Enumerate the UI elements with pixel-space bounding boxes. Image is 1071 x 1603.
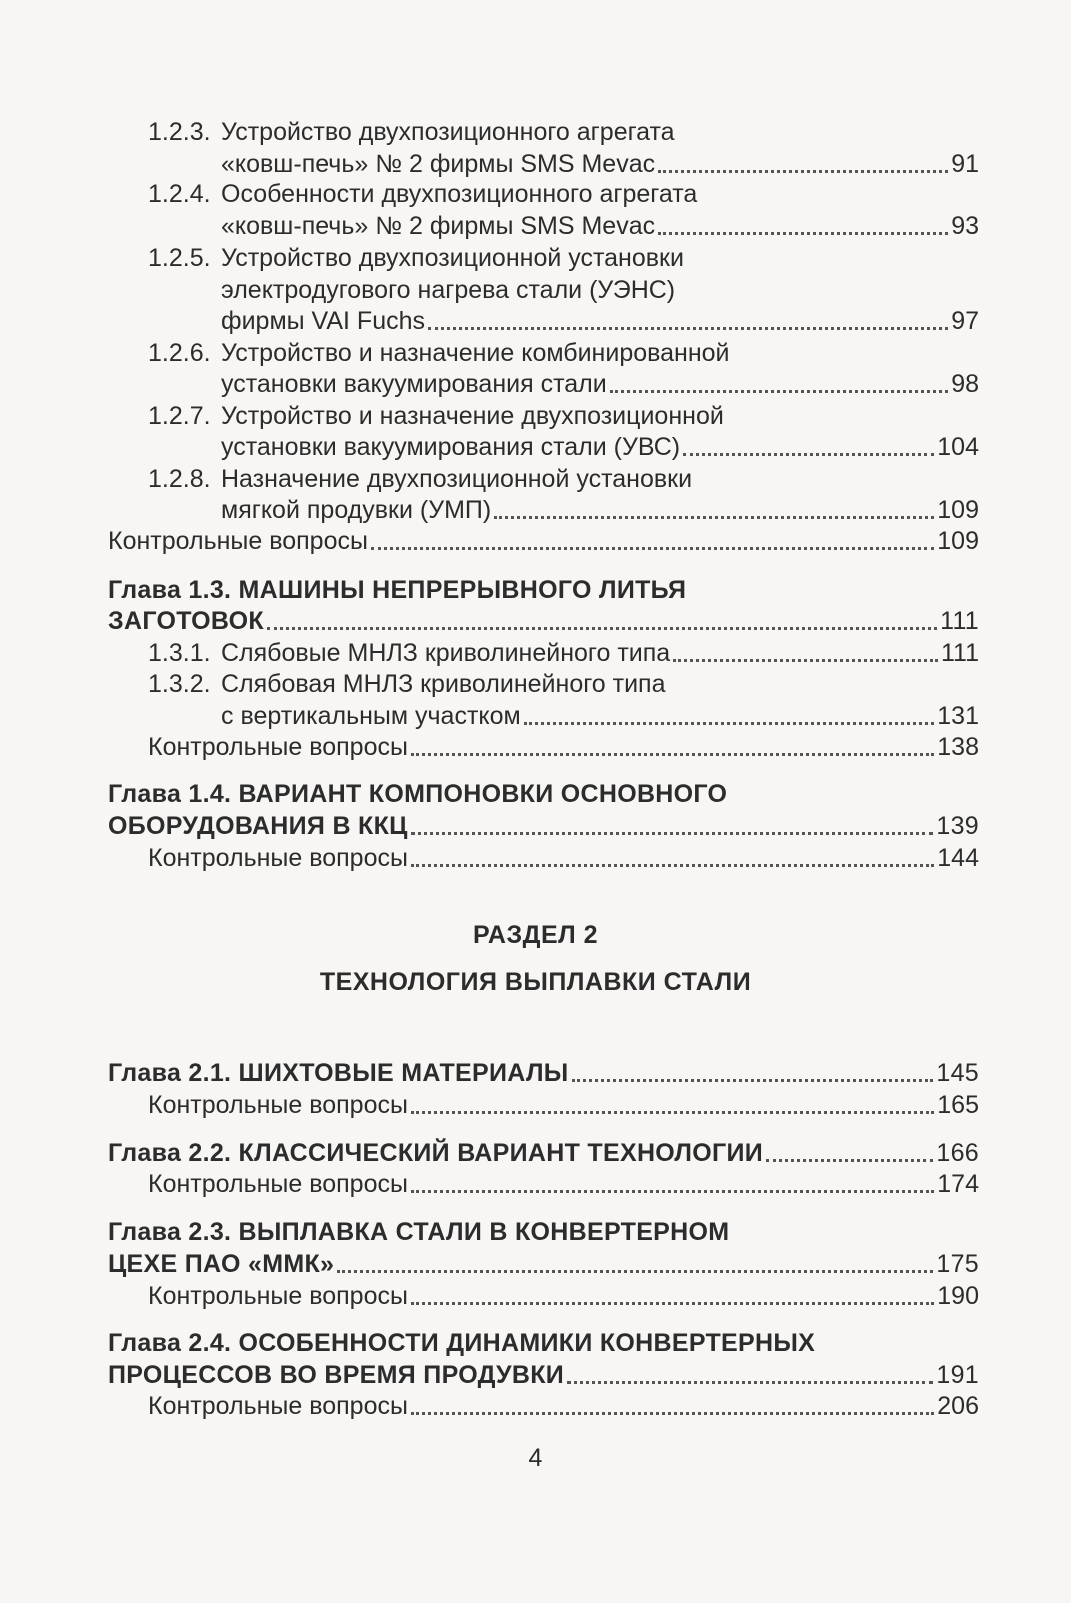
toc-entry-title: Контрольные вопросы [148,1091,408,1119]
toc-entry-title: Назначение двухпозиционной установки [221,465,693,493]
toc-page-number: 190 [937,1282,979,1310]
toc-entry-line[interactable] [148,637,979,669]
toc-entry-line [148,337,730,369]
leader-dots [610,386,948,393]
section-title: РАЗДЕЛ 2 [472,921,599,949]
leader-dots [411,1298,934,1305]
leader-dots [428,323,948,330]
toc-entry-review-questions[interactable] [148,842,979,874]
toc-page-number: 166 [936,1139,979,1167]
toc-entry-line [148,668,666,700]
toc-page-number: 97 [951,307,979,335]
toc-chapter-heading[interactable] [108,1137,979,1169]
toc-chapter-title: ОБОРУДОВАНИЯ В ККЦ [108,812,408,840]
toc-page-number: 109 [937,496,979,524]
toc-page-number: 109 [937,527,979,555]
toc-chapter-title: Глава 2.2. КЛАССИЧЕСКИЙ ВАРИАНТ ТЕХНОЛОГИИ [108,1139,764,1167]
toc-chapter-title: ЗАГОТОВОК [108,607,264,635]
toc-entry-number: 1.2.4. [148,180,211,208]
toc-entry-number: 1.3.2. [148,670,211,698]
toc-entry-title: с вертикальным участком [221,702,521,730]
leader-dots [411,860,934,867]
toc-entry-title: Устройство двухпозиционной установки [221,244,684,272]
toc-chapter-heading[interactable] [108,1359,979,1391]
leader-dots [658,166,948,173]
toc-entry-title: фирмы VAI Fuchs [221,307,426,335]
toc-entry-review-questions[interactable] [148,1089,979,1121]
toc-page-number: 191 [936,1361,979,1389]
toc-page-number: 175 [936,1250,979,1278]
toc-chapter-title: Глава 1.3. МАШИНЫ НЕПРЕРЫВНОГО ЛИТЬЯ [108,576,687,604]
toc-page-number: 93 [951,212,979,240]
toc-page-number: 131 [937,702,979,730]
toc-chapter-title: ЦЕХЕ ПАО «ММК» [108,1250,335,1278]
toc-page-number: 111 [940,639,979,667]
section-subtitle: ТЕХНОЛОГИЯ ВЫПЛАВКИ СТАЛИ [319,968,752,996]
leader-dots [337,1266,933,1273]
leader-dots [411,1186,934,1193]
toc-entry-title: Слябовая МНЛЗ криволинейного типа [221,670,666,698]
toc-chapter-title: ПРОЦЕССОВ ВО ВРЕМЯ ПРОДУВКИ [108,1361,565,1389]
toc-entry-line[interactable] [221,305,979,337]
toc-entry-title: установки вакуумирования стали [221,370,607,398]
leader-dots [411,749,934,756]
toc-page-number: 174 [937,1170,979,1198]
leader-dots [572,1075,934,1082]
toc-entry-title: Устройство и назначение комбинированной [221,339,730,367]
toc-entry-title: Контрольные вопросы [148,733,408,761]
toc-entry-title: 1.3.1. Слябовые МНЛЗ криволинейного типа [148,639,671,667]
toc-page-number: 104 [937,433,979,461]
toc-chapter-heading [108,778,727,810]
toc-entry-title: электродугового нагрева стали (УЭНС) [221,276,676,304]
toc-entry-number: 1.2.6. [148,339,211,367]
toc-entry-title: «ковш-печь» № 2 фирмы SMS Mevac [221,150,656,178]
toc-entry-line[interactable] [221,494,979,526]
toc-entry-review-questions[interactable] [148,1280,979,1312]
toc-page-number: 91 [951,150,979,178]
toc-page-number: 145 [936,1059,979,1087]
toc-entry-number: 1.2.5. [148,244,211,272]
toc-entry-line [148,400,724,432]
toc-entry-title: Особенности двухпозиционного агрегата [221,180,698,208]
toc-entry-title: Контрольные вопросы [148,1392,408,1420]
toc-entry-review-questions[interactable] [148,1168,979,1200]
toc-page-number: 139 [936,812,979,840]
leader-dots [673,655,938,662]
toc-chapter-title: Глава 2.4. ОСОБЕННОСТИ ДИНАМИКИ КОНВЕРТЕРНЫХ [108,1329,816,1357]
toc-entry-line [148,116,675,148]
page-number: 4 [528,1444,543,1472]
toc-entry-number: 1.2.8. [148,465,211,493]
toc-entry-line[interactable] [221,368,979,400]
toc-entry-review-questions[interactable] [148,1390,979,1422]
toc-chapter-title: Глава 1.4. ВАРИАНТ КОМПОНОВКИ ОСНОВНОГО [108,780,728,808]
toc-chapter-title: Глава 2.3. ВЫПЛАВКА СТАЛИ В КОНВЕРТЕРНОМ [108,1218,730,1246]
toc-entry-title: установки вакуумирования стали (УВС) [221,433,681,461]
toc-entry-line [148,242,684,274]
leader-dots [658,228,948,235]
leader-dots [411,1107,934,1114]
toc-page-number: 111 [940,607,979,635]
toc-chapter-title: Глава 2.1. ШИХТОВЫЕ МАТЕРИАЛЫ [108,1059,569,1087]
leader-dots [524,718,935,725]
toc-chapter-heading [108,1216,729,1248]
toc-page-number: 165 [937,1091,979,1119]
toc-chapter-heading [108,1327,815,1359]
toc-entry-line[interactable] [221,700,979,732]
toc-entry-title: Контрольные вопросы [108,527,368,555]
toc-entry-title: Контрольные вопросы [148,1282,408,1310]
leader-dots [494,512,934,519]
leader-dots [567,1377,933,1384]
toc-chapter-heading[interactable] [108,1057,979,1089]
toc-entry-title: Устройство и назначение двухпозиционной [221,402,724,430]
toc-entry-number: 1.2.3. [148,118,211,146]
toc-chapter-heading[interactable] [108,810,979,842]
toc-entry-line [148,463,692,495]
toc-entry-title: Контрольные вопросы [148,844,408,872]
leader-dots [766,1155,933,1162]
leader-dots [411,1408,934,1415]
leader-dots [683,449,934,456]
toc-page-number: 138 [937,733,979,761]
toc-entry-number: 1.2.7. [148,402,211,430]
toc-entry-line[interactable] [221,431,979,463]
leader-dots [267,623,937,630]
toc-entry-review-questions[interactable] [108,525,979,557]
toc-page-number: 98 [951,370,979,398]
toc-entry-review-questions[interactable] [148,731,979,763]
toc-page-number: 206 [937,1392,979,1420]
toc-page-number: 144 [937,844,979,872]
toc-entry-number: 1.3.1. [148,639,211,667]
toc-entry-line [221,274,675,306]
toc-entry-line[interactable] [221,148,979,180]
leader-dots [371,543,934,550]
toc-entry-line[interactable] [221,210,979,242]
toc-entry-title: «ковш-печь» № 2 фирмы SMS Mevac [221,212,656,240]
toc-entry-title: мягкой продувки (УМП) [221,496,492,524]
toc-chapter-heading[interactable] [108,1248,979,1280]
leader-dots [411,828,934,835]
toc-entry-title: Контрольные вопросы [148,1170,408,1198]
toc-entry-title: Устройство двухпозиционного агрегата [221,118,675,146]
toc-entry-line [148,178,697,210]
toc-chapter-heading[interactable] [108,605,979,637]
toc-chapter-heading [108,574,686,606]
